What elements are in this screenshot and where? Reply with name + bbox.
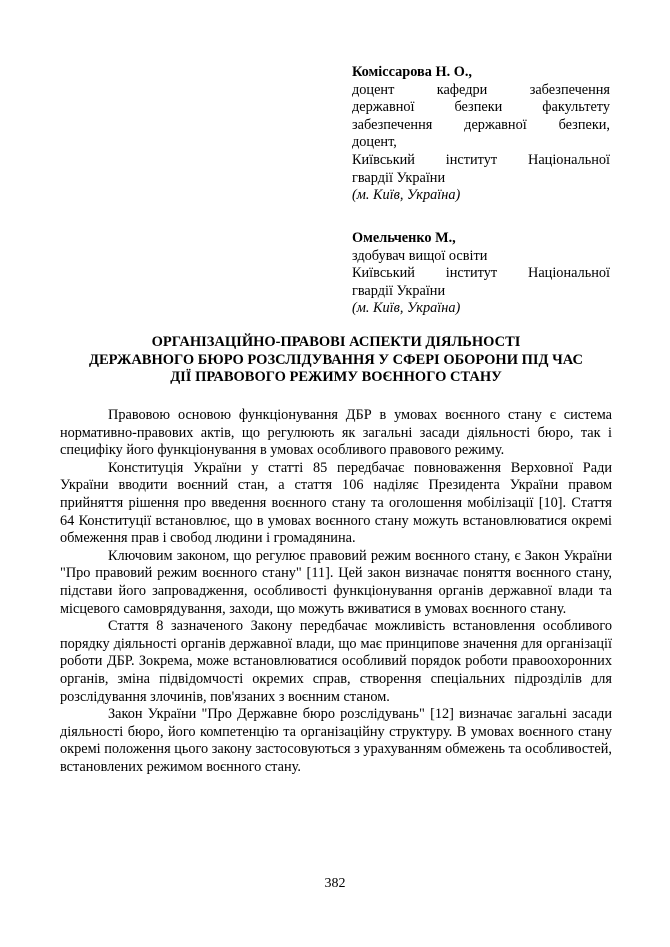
title-line: ДЕРЖАВНОГО БЮРО РОЗСЛІДУВАННЯ У СФЕРІ ОБОРОНИ ПІД ЧАС — [89, 351, 583, 368]
body-paragraph: Ключовим законом, що регулює правовий режим воєнного стану, є Закон України "Про правовий режим воєнного стану" [11]. Цей закон визначає поняття воєнного стану, підстави його запровадження, особливості функціонування органів державної влади та місцевого самоврядування, заходи, що можуть вживатися в умовах воєнного стану. — [60, 547, 612, 617]
author-location: (м. Київ, Україна) — [352, 187, 461, 204]
author-affiliation-line: Київський інститут Національної — [352, 151, 610, 168]
author-affiliation-line: доцент кафедри забезпечення — [352, 81, 610, 98]
title-line: ОРГАНІЗАЦІЙНО-ПРАВОВІ АСПЕКТИ ДІЯЛЬНОСТІ — [151, 334, 521, 350]
author-affiliation-line: здобувач вищої освіти — [352, 247, 488, 264]
author-affiliation-line: забезпечення державної безпеки, — [352, 116, 610, 133]
author-name: Коміссарова Н. О., — [352, 64, 472, 80]
body-paragraph: Закон України "Про Державне бюро розслідувань" [12] визначає загальні засади діяльності бюро, його компетенцію та організаційну структуру. В умовах воєнного стану окремі положення цього закону застосовуються з урахуванням обмежень та особливостей, встановлених режимом воєнного стану. — [60, 706, 612, 775]
body-paragraph: Конституція України у статті 85 передбачає повноваження Верховної Ради України вводити воєнний стан, а стаття 106 наділяє Президента України правом прийняття рішення про введення воєнного стану та оголошення мобілізації [10]. Стаття 64 Конституції встановлює, що в умовах воєнного стану можуть встановлюватися окремі обмеження прав і свобод людини і громадянина. — [60, 459, 612, 547]
author-affiliation-line: гвардії України — [352, 282, 446, 299]
article-title — [60, 334, 612, 387]
author-affiliation-line: Київський інститут Національної — [352, 265, 610, 282]
author-affiliation-line: гвардії України — [352, 169, 446, 186]
author-block-1 — [352, 64, 610, 205]
body-paragraph: Стаття 8 зазначеного Закону передбачає можливість встановлення особливого порядку діяльності органів державної влади, що має принципове значення для організації роботи ДБР. Зокрема, може встановлюватися особливий порядок роботи правоохоронних органів, зміна підвідомчості окремих справ, створення спеціальних підрозділів для розслідування злочинів, пов'язаних з воєнним станом. — [60, 618, 612, 705]
page-number: 382 — [324, 876, 346, 891]
author-location: (м. Київ, Україна) — [352, 300, 461, 317]
body-paragraph: Правовою основою функціонування ДБР в умовах воєнного стану є система нормативно-правових актів, що регулюють як загальні засади діяльності бюро, так і специфіку його функціонування в умовах особливого правового режиму. — [60, 407, 612, 459]
title-line: ДІЇ ПРАВОВОГО РЕЖИМУ ВОЄННОГО СТАНУ — [170, 369, 502, 386]
author-affiliation-line: доцент, — [352, 134, 397, 151]
author-affiliation-line: державної безпеки факультету — [352, 99, 610, 116]
author-block-2 — [352, 230, 610, 318]
author-name: Омельченко М., — [352, 230, 456, 246]
article-body — [60, 407, 612, 776]
